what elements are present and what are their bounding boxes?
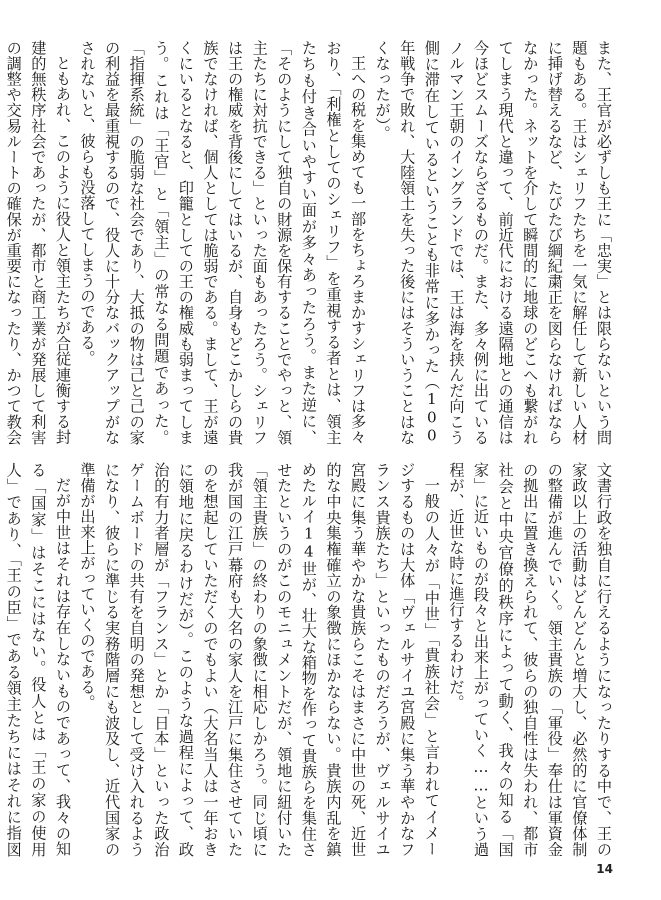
paragraph: 一般の人々が「中世」「貴族社会」と言われてイメージするものは大体「ヴェルサイユ宮殿に集う華やかなフランス貴族たち」といったものだろうが、ヴェルサイユ宮殿に集う華やかな貴族らこそはまさに中世の死、近世的な中央集権確立の象徴にほかならない。貴族内乱を鎮めたルイ14世が、壮大な箱物を作って貴族らを集住させたというのがこのモニュメントだが、領地に紐付いた「領主貴族」の終わりの象徴に相応しかろう。同じ頃に我が国の江戸幕府も大名の家人を江戸に集住させていたのを想起していただくのでもよい（大名当人は一年おきに領地に戻るわけだが）。このような過程によって、政治的有力者層が「フランス」とか「日本」といった政治ゲームボードの共有を自明の発想として受け入れるようになり、彼らに準じる実務階層にも波及し、近代国家の準備が出来上がっていくのである。 xyxy=(78,462,441,857)
paragraph: 王への税を集めても一部をちょろまかすシェリフは多々おり、「利権としてのシェリフ」を重視する者とは、領主たちも付き合いやすい面が多々あったろう。また逆に、「そのようにして独自の財源を保有することでやっと、領主たちに対抗できる」といった面もあったろう。シェリフは王の権威を背後にしてはいるが、自身もどこかしらの貴族でなければ、個人としては脆弱である。まして、王が遠くにいるとなると、印籠としての王の権威も弱まってしまう。これは「王官」と「領主」の常なる問題であった。「指揮系統」の脆弱な社会であり、大抵の物は己と己の家の利益を最重視するので、役人に十分なバックアップがなされないと、彼らも没落してしまうのである。 xyxy=(78,40,368,445)
paragraph: また、王官が必ずしも王に「忠実」とは限らないという問題もある。王はシェリフたちを一気に解任して新しい人材に挿げ替えるなど、たびたび綱紀粛正を図らなければならなかった。ネットを介して瞬間的に地球のどこへも繋がれてしまう現代と違って、前近代における遠隔地との通信は今ほどスムーズならざるものだ。また、多々例に出ているノルマン王朝のイングランドでは、王は海を挟んだ向こう側に滞在しているということも非常に多かった（100年戦争で敗れ、大陸領土を失った後にはそういうことはなくなったが）。 xyxy=(373,40,613,445)
paragraph: ともあれ、このように役人と領主たちが合従連衡する封建的無秩序社会であったが、都市と商工業が発展して利害の調整や交易ルートの確保が重要になったり、かつて教会 xyxy=(4,40,72,445)
upper-text-block xyxy=(4,40,616,445)
page-number: 14 xyxy=(596,862,613,876)
lower-text-block xyxy=(4,462,616,857)
paragraph: だが中世はそれは存在しないものであって、我々の知る「国家」はそこにはない。役人とは「王の家の使用人」であり、「王の臣」である領主たちにはそれに指図 xyxy=(4,462,72,857)
paragraph: 文書行政を独自に行えるようになったりする中で、王の家政以上の活動はどんどんと増大し、必然的に官僚体制の整備が進んでいく。領主貴族の「軍役」奉仕は軍資金の拠出に置き換えられて、彼らの独自性は失われ、都市社会と中央官僚的秩序によって動く、我々の知る「国家」に近いものが段々と出来上がっていく……という過程が、近世な時に進行するわけだ。 xyxy=(447,462,613,857)
